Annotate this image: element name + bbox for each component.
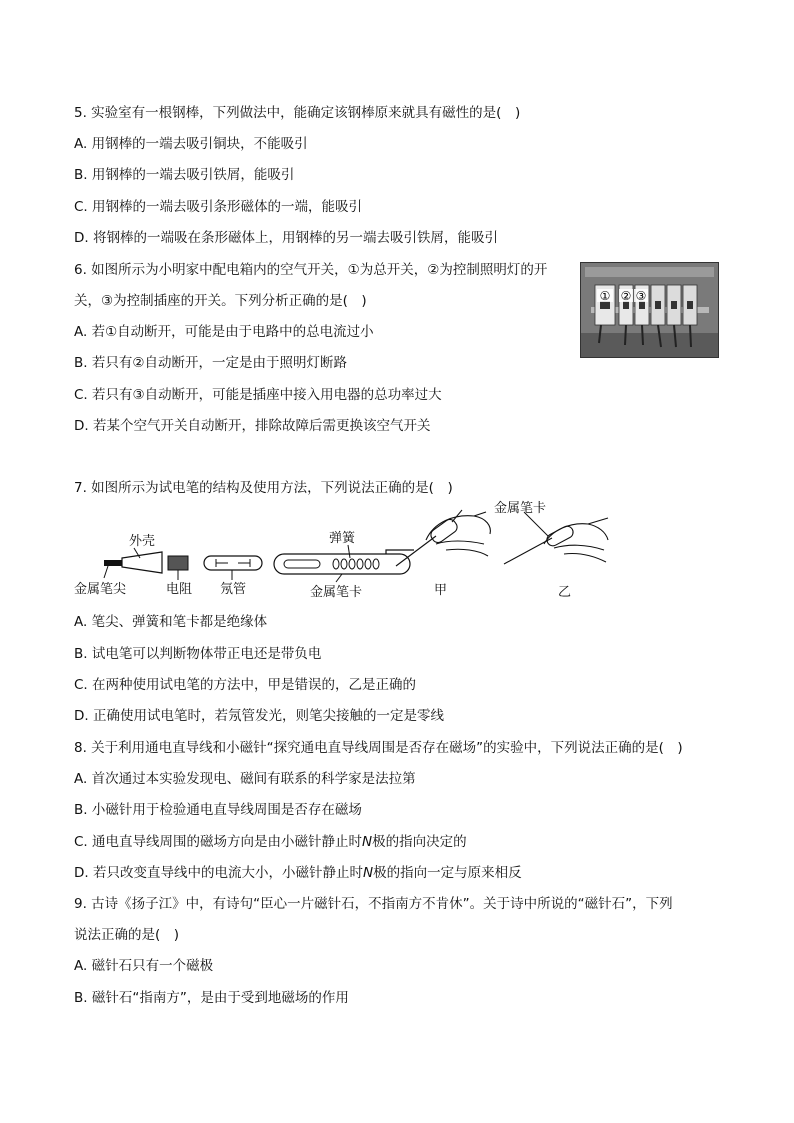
spring-shape <box>333 559 379 569</box>
q8-stem: 8. 关于利用通电直导线和小磁针“探究通电直导线周围是否存在磁场”的实验中，下列说法正确的是( ) <box>74 740 683 756</box>
photo-label-3: ③ <box>635 289 647 303</box>
hand-yi-drawing <box>504 518 608 564</box>
q7-stem: 7. 如图所示为试电笔的结构及使用方法，下列说法正确的是( ) <box>74 480 453 496</box>
q5-stem: 5. 实验室有一根钢棒，下列做法中，能确定该钢棒原来就具有磁性的是( ) <box>74 105 521 121</box>
q8-option-a: A. 首次通过本实验发现电、磁间有联系的科学家是法拉第 <box>74 771 416 787</box>
spring-leader <box>348 545 350 558</box>
q6-stem-line1: 6. 如图所示为小明家中配电箱内的空气开关，①为总开关，②为控制照明灯的开 <box>74 262 548 278</box>
q6-option-b: B. 若只有②自动断开，一定是由于照明灯断路 <box>74 355 347 371</box>
q8-option-c <box>74 833 467 851</box>
q9-stem-line2: 说法正确的是( ) <box>74 927 180 943</box>
label-metal-tip: 金属笔尖 <box>74 582 127 597</box>
q8-option-d-post: 极的指向一定与原来相反 <box>373 865 522 881</box>
photo-label-2: ② <box>620 289 632 303</box>
q9-option-b: B. 磁针石“指南方”，是由于受到地磁场的作用 <box>74 990 349 1006</box>
q8-option-c-n: N <box>362 834 373 850</box>
q8-option-c-post: 极的指向决定的 <box>372 834 467 850</box>
q7-option-a: A. 笔尖、弹簧和笔卡都是绝缘体 <box>74 614 268 630</box>
q5-option-d: D. 将钢棒的一端吸在条形磁体上，用钢棒的另一端去吸引铁屑，能吸引 <box>74 230 498 246</box>
label-shell: 外壳 <box>129 534 156 549</box>
q8-option-d <box>74 864 522 882</box>
q7-option-d: D. 正确使用试电笔时，若氖管发光，则笔尖接触的一定是零线 <box>74 708 444 724</box>
q9-option-a: A. 磁针石只有一个磁极 <box>74 958 214 974</box>
label-clip-bottom: 金属笔卡 <box>310 585 363 600</box>
clip-leader <box>336 574 342 582</box>
shell-cone-shape <box>122 552 162 573</box>
metal-tip-shape <box>104 560 122 566</box>
hand-jia-drawing <box>396 512 490 566</box>
label-yi: 乙 <box>558 585 572 600</box>
label-resistor: 电阻 <box>166 582 193 597</box>
q6-option-d: D. 若某个空气开关自动断开，排除故障后需更换该空气开关 <box>74 418 431 434</box>
test-pen-diagram <box>74 500 634 608</box>
photo-label-1: ① <box>599 289 611 303</box>
q9-stem-line1: 9. 古诗《扬子江》中，有诗句“臣心一片磁针石，不指南方不肯休”。关于诗中所说的“磁针石”，下列 <box>74 896 673 912</box>
label-jia: 甲 <box>434 583 448 598</box>
q6-option-c: C. 若只有③自动断开，可能是插座中接入用电器的总功率过大 <box>74 387 442 403</box>
q8-option-b: B. 小磁针用于检验通电直导线周围是否存在磁场 <box>74 802 362 818</box>
q8-option-d-pre: D. 若只改变直导线中的电流大小，小磁针静止时 <box>74 865 363 881</box>
neon-tube-shape <box>204 556 262 570</box>
breaker-box-photo <box>580 262 719 358</box>
q7-option-b: B. 试电笔可以判断物体带正电还是带负电 <box>74 646 322 662</box>
q8-option-d-n: N <box>362 865 374 881</box>
tip-leader <box>104 566 108 578</box>
q6-stem-line2: 关，③为控制插座的开关。下列分析正确的是( ) <box>74 293 367 309</box>
pen-window-shape <box>284 560 320 568</box>
label-neon: 氖管 <box>220 582 247 597</box>
q6-option-a: A. 若①自动断开，可能是由于电路中的总电流过小 <box>74 324 374 340</box>
pen-body-shape <box>274 554 410 574</box>
q5-option-c: C. 用钢棒的一端去吸引条形磁体的一端，能吸引 <box>74 199 363 215</box>
resistor-shape <box>168 556 188 570</box>
q7-option-c: C. 在两种使用试电笔的方法中，甲是错误的，乙是正确的 <box>74 677 417 693</box>
q8-option-c-pre: C. 通电直导线周围的磁场方向是由小磁针静止时 <box>74 834 363 850</box>
label-spring: 弹簧 <box>329 531 356 546</box>
label-clip-top: 金属笔卡 <box>494 501 547 516</box>
q5-option-a: A. 用钢棒的一端去吸引铜块，不能吸引 <box>74 136 308 152</box>
q5-option-b: B. 用钢棒的一端去吸引铁屑，能吸引 <box>74 167 295 183</box>
